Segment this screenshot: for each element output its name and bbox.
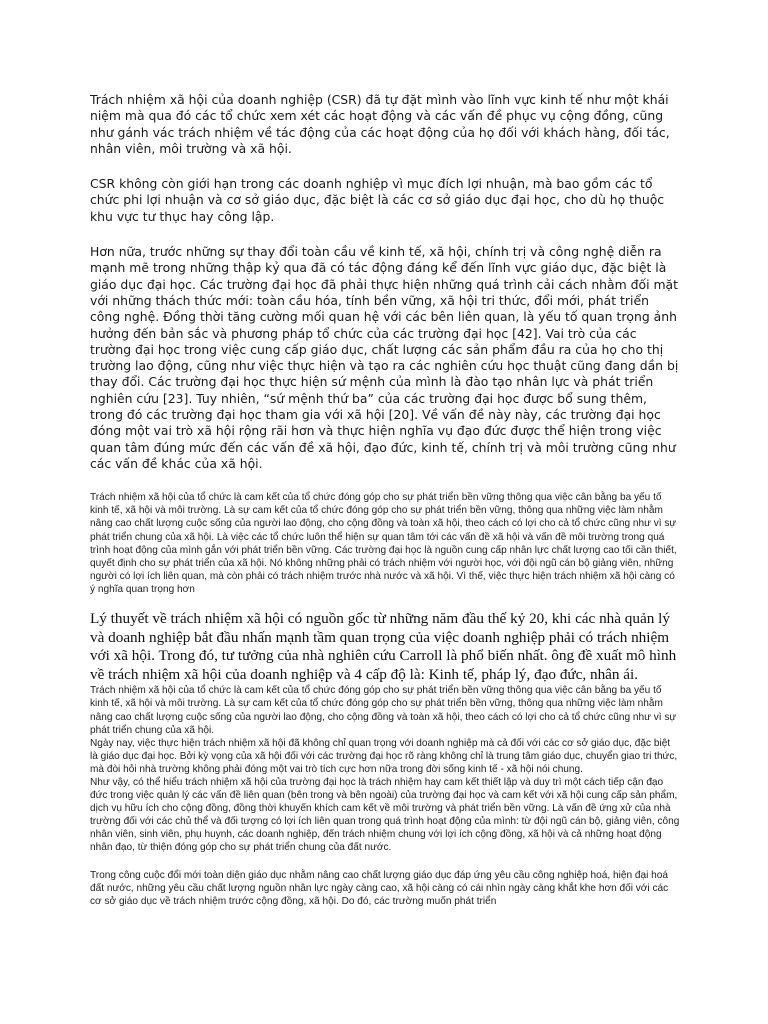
paragraph-university-responsibility: Như vậy, có thể hiểu trách nhiệm xã hội của trường đại học là trách nhiệm hay cam kết thiết lập và duy trì một cách tiếp cận đạo đức trong việc quản lý các vấn đề liên quan (bên trong và bên ngoài) của trường đại học và cam kết với xã hội cung cấp sản phẩm, dịch vụ hữu ích cho cộng đồng, đồng thời khuyến khích cam kết về môi trường và phát triển bền vững. Là vấn đề ứng xử của nhà trường đối với các chủ thể và đối tượng có lợi ích liên quan trong quá trình hoạt động của mình: từ đội ngũ cán bộ, giảng viên, công nhân viên, sinh viên, phụ huynh, các doanh nghiệp, đến trách nhiệm chung với lợi ích cộng đồng, xã hội và cả những hoạt động nhân đạo, từ thiện đóng góp cho sự phát triển chung của đất nước.	[90, 777, 680, 854]
paragraph-csr-intro: Trách nhiệm xã hội của doanh nghiệp (CSR) đã tự đặt mình vào lĩnh vực kinh tế như một khái niệm mà qua đó các tổ chức xem xét các hoạt động và các vấn đề phục vụ cộng đồng, cũng như gánh vác trách nhiệm về tác động của các hoạt động của họ đối với khách hàng, đối tác, nhân viên, môi trường và xã hội.	[90, 92, 670, 156]
paragraph-today: Ngày nay, việc thực hiện trách nhiệm xã hội đã không chỉ quan trọng với doanh nghiệp mà cả đối với các cơ sở giáo dục, đặc biệt là giáo dục đại học. Bởi kỳ vọng của xã hội đối với các trường đại học rõ ràng không chỉ là trung tâm giáo dục, chuyển giao tri thức, mà đòi hỏi nhà trường không phải đóng một vai trò tích cực hơn nữa trong đời sống kinh tế - xã hội nói chung.	[90, 737, 678, 775]
paragraph-theory-carroll: Lý thuyết về trách nhiệm xã hội có nguồn gốc từ những năm đầu thế kỷ 20, khi các nhà quản lý và doanh nghiệp bắt đầu nhấn mạnh tầm quan trọng của việc doanh nghiệp phải có trách nhiệm với xã hội. Trong đó, tư tưởng của nhà nghiên cứu Carroll là phổ biến nhất. ông đề xuất mô hình về trách nhiệm xã hội của doanh nghiệp và 4 cấp độ là: Kinh tế, pháp lý, đạo đức, nhân ái.	[90, 609, 677, 683]
paragraph-org-commitment: Trách nhiệm xã hội của tổ chức là cam kết của tổ chức đóng góp cho sự phát triển bền vững thông qua việc cân bằng ba yếu tố kinh tế, xã hội và môi trường. Là sự cam kết của tổ chức đóng góp cho sự phát triển bền vững, thông qua những việc làm nhằm nâng cao chất lượng cuộc sống của người lao động, cho cộng đồng và toàn xã hội, theo cách có lợi cho cả tổ chức cũng như vì sự phát triển chung của xã hội.	[90, 685, 677, 736]
paragraph-org-responsibility: Trách nhiệm xã hội của tổ chức là cam kết của tổ chức đóng góp cho sự phát triển bền vững thông qua việc cân bằng ba yếu tố kinh tế, xã hội và môi trường. Là sự cam kết của tổ chức đóng góp cho sự phát triển bền vững, thông qua những việc làm nhằm nâng cao chất lượng cuộc sống của người lao động, cho cộng đồng và toàn xã hội, theo cách có lợi cho cả tổ chức cũng như vì sự phát triển chung của xã hội. Là việc các tổ chức luôn thể hiện sự quan tâm tới các vấn đề xã hội và vấn đề môi trường trong quá trình hoạt động của mình gắn với phát triển bền vững. Các trường đại học là nguồn cung cấp nhân lực chất lượng cao tối cần thiết, quyết định cho sự phát triển của xã hội. Nó không những phải có trách nhiệm với người học, với đội ngũ cán bộ giảng viên, những người có lợi ích liên quan, mà còn phải có trách nhiệm trước nhà nước và xã hội. Vì thế, việc thực hiện trách nhiệm xã hội càng có ý nghĩa quan trọng hơn	[90, 492, 677, 595]
document-page	[90, 92, 680, 908]
paragraph-education-reform: Trong công cuộc đổi mới toàn diện giáo dục nhằm nâng cao chất lượng giáo dục đáp ứng yêu cầu công nghiệp hoá, hiện đại hoá đất nước, những yêu cầu chất lượng nguồn nhân lực ngày càng cao, xã hội càng có cái nhìn ngày càng khắt khe hơn đối với các cơ sở giáo dục về trách nhiệm trước cộng đồng, xã hội. Do đó, các trường muốn phát triển	[90, 869, 669, 907]
paragraph-csr-scope: CSR không còn giới hạn trong các doanh nghiệp vì mục đích lợi nhuận, mà bao gồm các tổ chức phi lợi nhuận và cơ sở giáo dục, đặc biệt là các cơ sở giáo dục đại học, cho dù họ thuộc khu vực tư thục hay công lập.	[90, 176, 665, 224]
paragraph-global-changes: Hơn nữa, trước những sự thay đổi toàn cầu về kinh tế, xã hội, chính trị và công nghệ diễn ra mạnh mẽ trong những thập kỷ qua đã có tác động đáng kể đến lĩnh vực giáo dục, đặc biệt là giáo dục đại học. Các trường đại học đã phải thực hiện những quá trình cải cách nhằm đối mặt với những thách thức mới: toàn cầu hóa, tính bền vững, xã hội tri thức, đổi mới, phát triển công nghệ. Đồng thời tăng cường mối quan hệ với các bên liên quan, là yếu tố quan trọng ảnh hưởng đến bản sắc và phương pháp tổ chức của các trường đại học [42]. Vai trò của các trường đại học trong việc cung cấp giáo dục, chất lượng các sản phẩm đầu ra của họ cho thị trường lao động, cũng như việc thực hiện và tạo ra các nghiên cứu học thuật cũng đang dần bị thay đổi. Các trường đại học thực hiện sứ mệnh của mình là đào tạo nhân lực và phát triển nghiên cứu [23]. Tuy nhiên, “sứ mệnh thứ ba” của các trường đại học được bổ sung thêm, trong đó các trường đại học tham gia với xã hội [20]. Về vấn đề này này, các trường đại học đóng một vai trò xã hội rộng rãi hơn và thực hiện nghĩa vụ đạo đức được thể hiện trong việc quan tâm đúng mức đến các vấn đề xã hội, đạo đức, kinh tế, chính trị và môi trường cũng như các vấn đề khác của xã hội.	[90, 244, 679, 471]
